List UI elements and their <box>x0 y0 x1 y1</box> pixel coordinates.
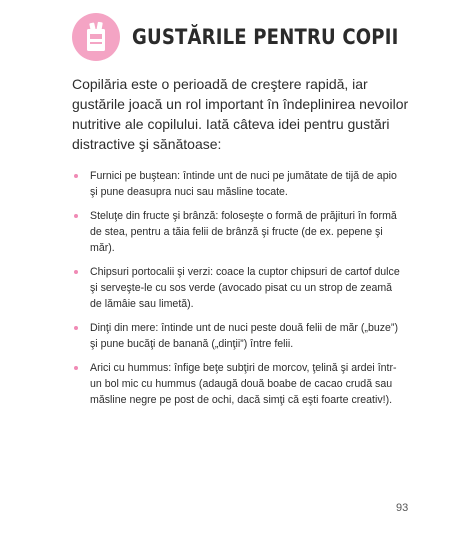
bullet-icon <box>74 366 78 370</box>
snack-box-icon-graphic <box>81 20 111 54</box>
bullet-icon <box>74 270 78 274</box>
list-item <box>72 168 406 200</box>
list-item-text: Dinţi din mere: întinde unt de nuci peste două felii de măr („buze”) şi pune bucăţi de banană („dinţii”) între felii. <box>90 322 398 350</box>
bullet-icon <box>74 326 78 330</box>
list-item-text: Furnici pe buştean: întinde unt de nuci pe jumătate de tijă de apio şi pune deasupra nuci sau măsline tocate. <box>90 170 397 198</box>
intro-paragraph: Copilăria este o perioadă de creştere rapidă, iar gustările joacă un rol important în îndeplinirea nevoilor nutritive ale copilului. Iată câteva idei pentru gustări distractive şi sănătoase: <box>72 76 409 152</box>
snack-box-icon <box>72 13 120 61</box>
bullet-icon <box>74 214 78 218</box>
bullet-icon <box>74 174 78 178</box>
list-item-text: Arici cu hummus: înfige beţe subţiri de morcov, ţelină şi ardei într-un bol mic cu hummus (adaugă două boabe de cacao crudă sau măsline negre pe post de ochi, dacă simţi că eşti foarte creativ!). <box>90 362 397 406</box>
list-item-text: Chipsuri portocalii şi verzi: coace la cuptor chipsuri de cartof dulce şi serveşte-le cu sos verde (avocado pisat cu un strop de zeamă de lămâie sau limetă). <box>90 266 400 310</box>
list-item <box>72 264 406 312</box>
page-number: 93 <box>396 502 409 514</box>
list-item <box>72 320 406 352</box>
snack-ideas-list <box>72 168 406 416</box>
list-item-text: Steluţe din fructe şi brânză: foloseşte o formă de prăjituri în formă de stea, pentru a tăia felii de brânză şi fructe (de ex. pepene şi măr). <box>90 210 397 254</box>
list-item <box>72 360 406 408</box>
page-title: GUSTĂRILE PENTRU COPII <box>132 25 399 49</box>
section-header <box>72 12 442 62</box>
list-item <box>72 208 406 256</box>
